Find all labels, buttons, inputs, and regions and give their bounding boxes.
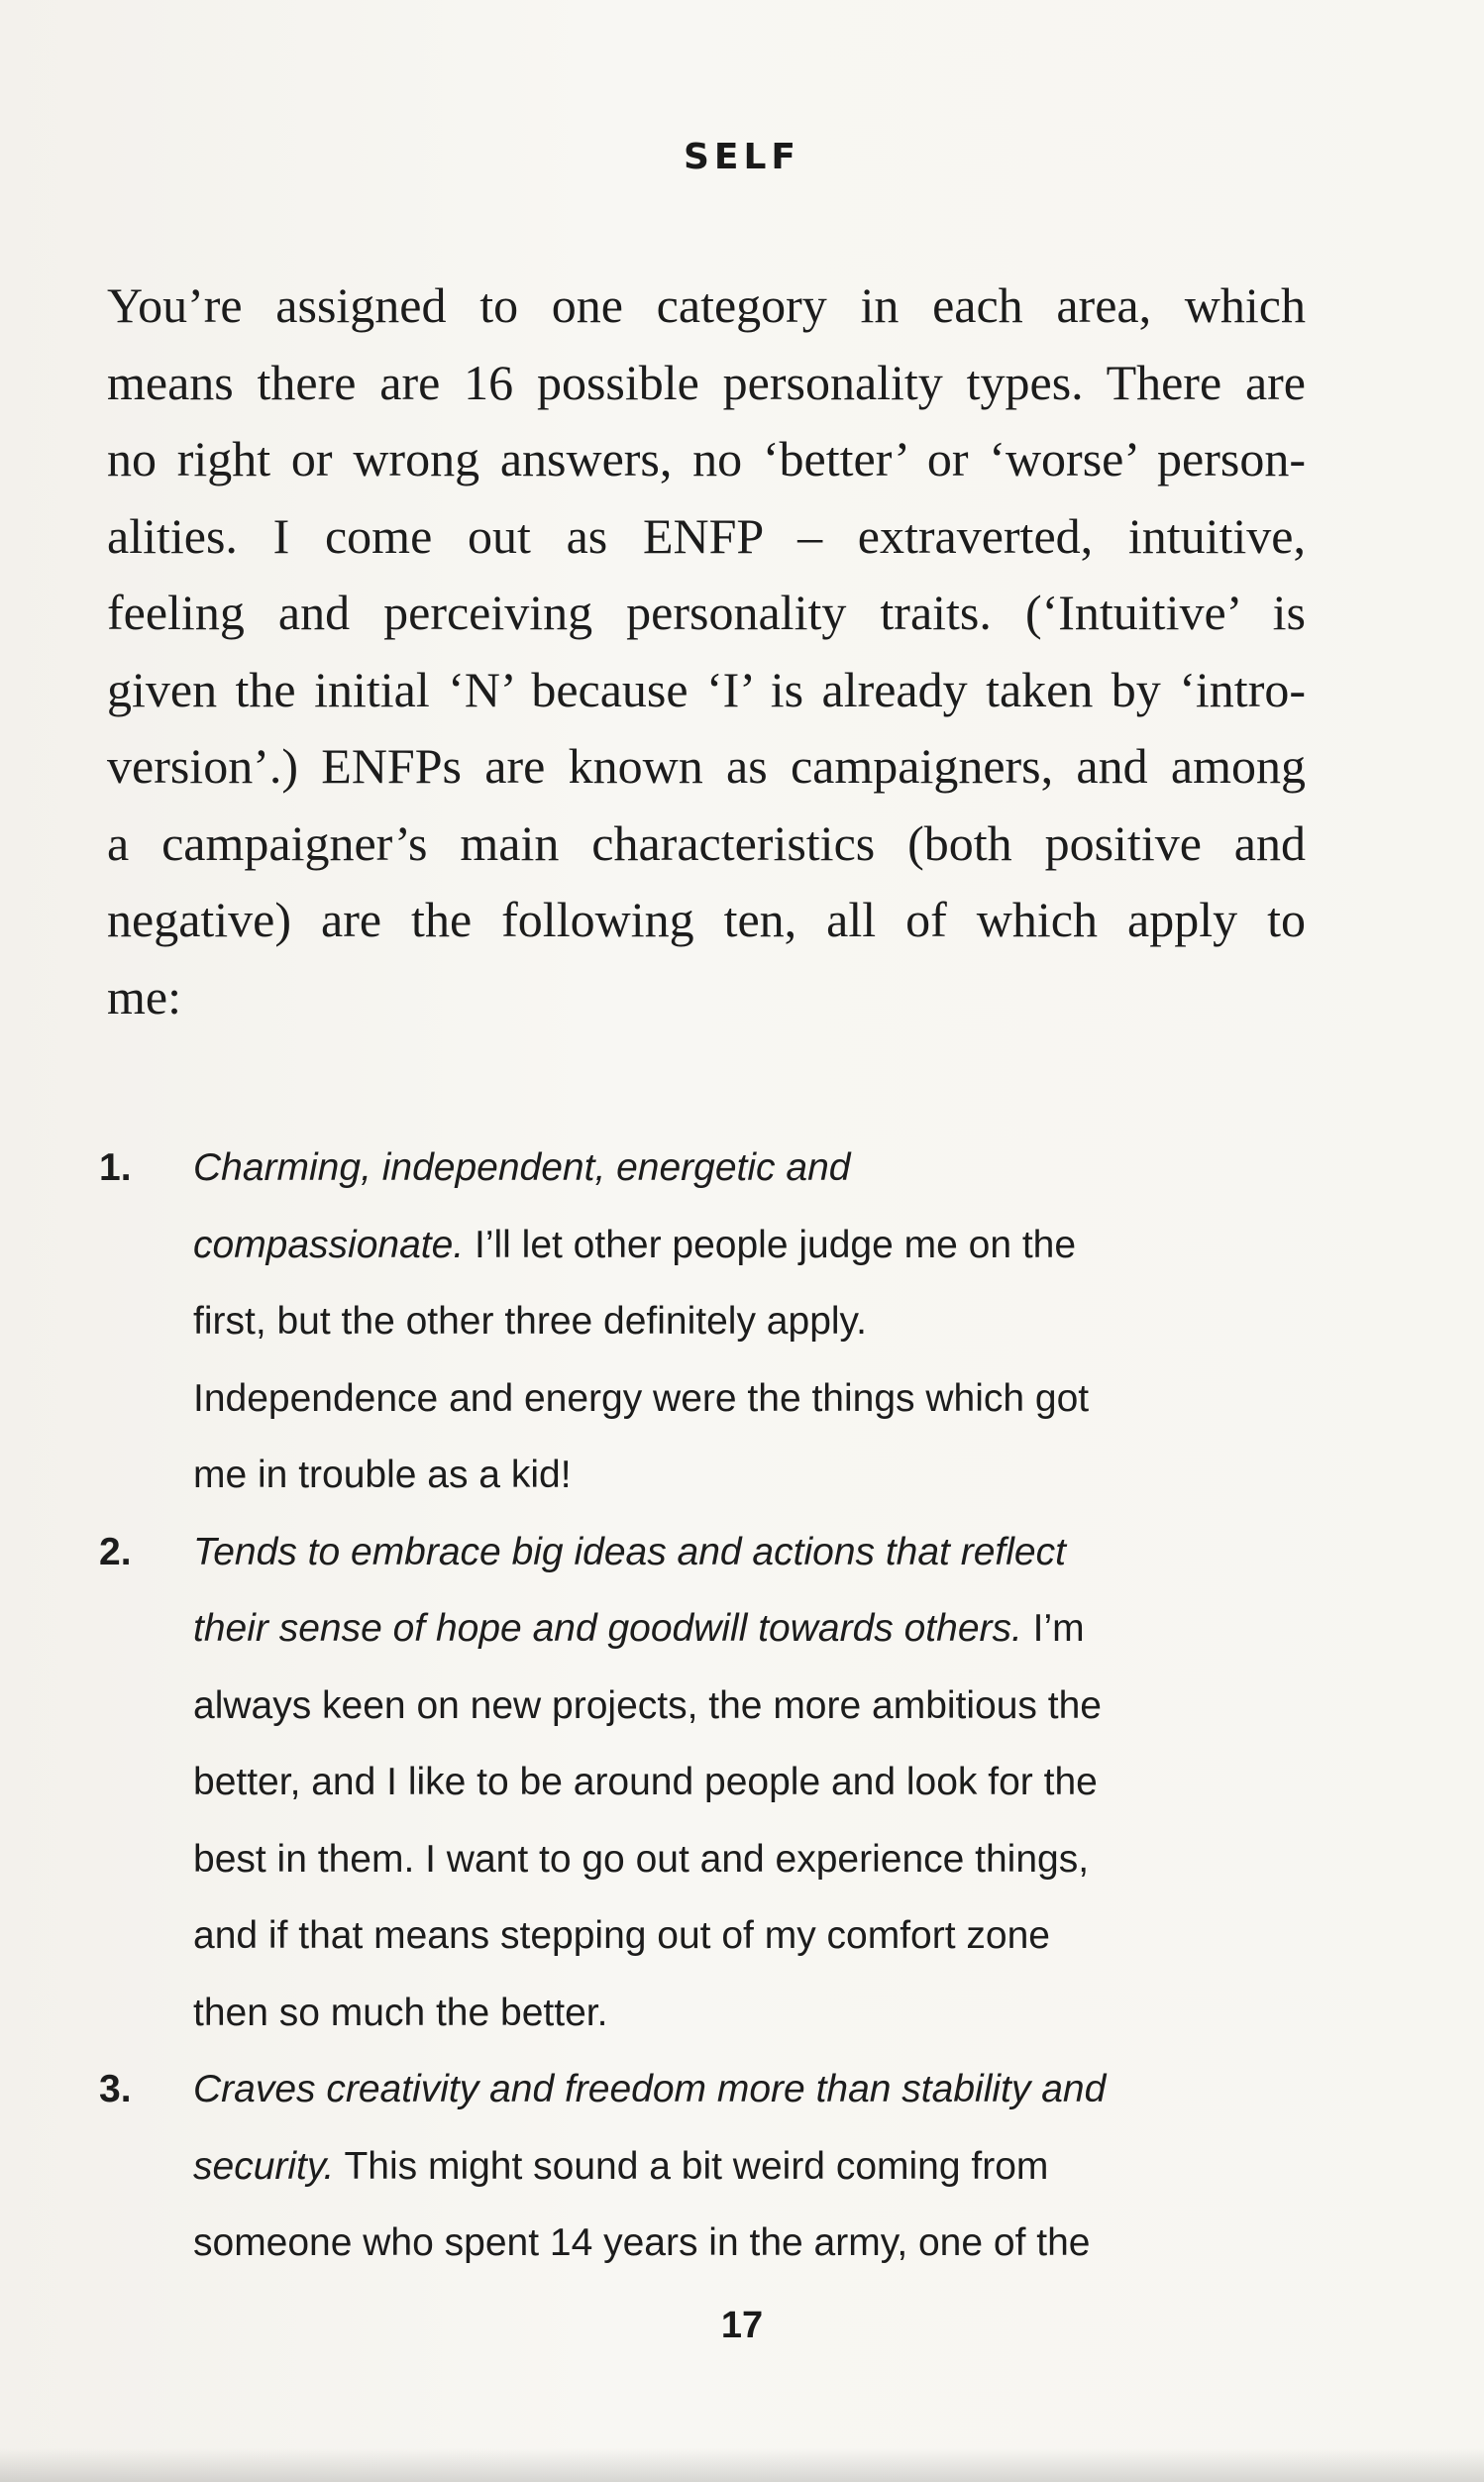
- list-item: [99, 2051, 1288, 2282]
- list-item-line: [193, 1360, 1288, 1438]
- list-item-line: [193, 1897, 1288, 1975]
- page-number: 17: [720, 2305, 764, 2346]
- list-item-line: [193, 2051, 1288, 2128]
- list-item-text: This might sound a bit weird coming from: [334, 2144, 1049, 2188]
- intro-paragraph: [107, 268, 1306, 1035]
- intro-line: alities. I come out as ENFP – extraverted, intuitive,: [107, 507, 1306, 564]
- list-item-text: Independence and energy were the things which got: [193, 1376, 1090, 1420]
- list-item-text: best in them. I want to go out and experience things,: [193, 1837, 1090, 1881]
- running-head: SELF: [683, 137, 801, 177]
- list-item: [99, 1130, 1288, 1514]
- list-item-number: 3.: [99, 2068, 132, 2110]
- intro-line: means there are 16 possible personality types. There are: [107, 354, 1306, 410]
- list-item-text: and if that means stepping out of my comfort zone: [193, 1914, 1050, 1957]
- page-edge-shadow: [0, 2448, 1484, 2482]
- list-item-emphasis: compassionate.: [193, 1223, 465, 1266]
- list-item-line: [193, 1207, 1288, 1284]
- list-item-text: someone who spent 14 years in the army, one of the: [193, 2221, 1091, 2264]
- intro-line: no right or wrong answers, no ‘better’ or ‘worse’ person-: [107, 431, 1306, 486]
- list-item-line: [193, 1130, 1288, 1207]
- list-item-line: [193, 1514, 1288, 1591]
- intro-line: me:: [107, 968, 181, 1025]
- intro-line: a campaigner’s main characteristics (both positive and: [107, 814, 1306, 871]
- list-item-line: [193, 1744, 1288, 1821]
- intro-line: given the initial ‘N’ because ‘I’ is already taken by ‘intro-: [107, 661, 1306, 717]
- list-item-text: I’m: [1021, 1607, 1085, 1650]
- list-item-line: [193, 1668, 1288, 1745]
- list-item-text: first, but the other three definitely apply.: [193, 1300, 867, 1343]
- list-item-number: 2.: [99, 1530, 132, 1573]
- list-item-line: [193, 1590, 1288, 1668]
- list-item-line: [193, 1437, 1288, 1514]
- list-item: [99, 1514, 1288, 2052]
- characteristics-list: [99, 1130, 1288, 2282]
- list-item-emphasis: Tends to embrace big ideas and actions that reflect: [193, 1530, 1066, 1573]
- list-item-line: [193, 1821, 1288, 1898]
- list-item-emphasis: Craves creativity and freedom more than stability and: [193, 2068, 1107, 2110]
- intro-line: feeling and perceiving personality traits. (‘Intuitive’ is: [107, 585, 1306, 640]
- intro-line: version’.) ENFPs are known as campaigners, and among: [107, 738, 1306, 794]
- list-item-text: me in trouble as a kid!: [193, 1454, 572, 1496]
- list-item-text: better, and I like to be around people and look for the: [193, 1761, 1098, 1803]
- list-item-emphasis: Charming, independent, energetic and: [193, 1146, 851, 1189]
- list-item-emphasis: security.: [193, 2144, 335, 2188]
- intro-line: You’re assigned to one category in each area, which: [107, 277, 1306, 333]
- list-item-text: then so much the better.: [193, 1991, 608, 2034]
- list-item-text: always keen on new projects, the more ambitious the: [193, 1683, 1102, 1727]
- list-item-number: 1.: [99, 1146, 132, 1189]
- list-item-text: I’ll let other people judge me on the: [464, 1223, 1077, 1266]
- intro-line: negative) are the following ten, all of which apply to: [107, 892, 1306, 947]
- list-item-line: [193, 2128, 1288, 2206]
- list-item-line: [193, 1975, 1288, 2052]
- list-item-emphasis: their sense of hope and goodwill towards others.: [193, 1607, 1022, 1650]
- list-item-line: [193, 2205, 1288, 2282]
- list-item-line: [193, 1283, 1288, 1360]
